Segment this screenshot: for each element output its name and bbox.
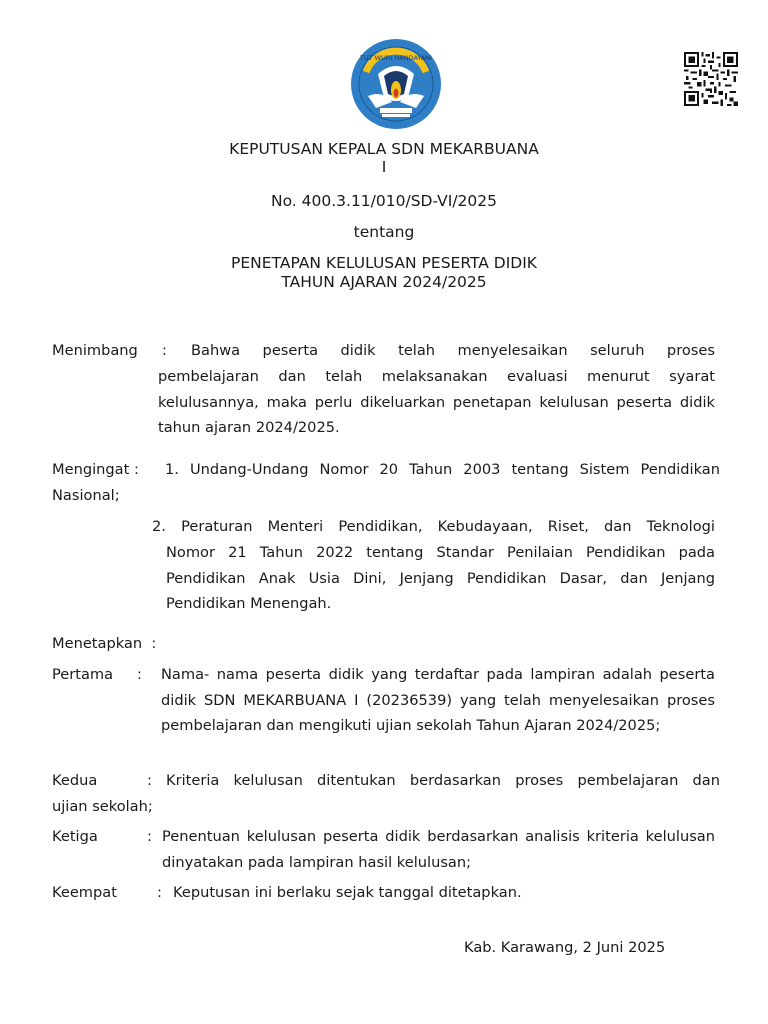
decree-number: No. 400.3.11/010/SD-VI/2025 (270, 192, 497, 210)
menimbang-colon: : (162, 342, 167, 359)
mengingat-item-2-text: Nomor 21 Tahun 2022 tentang Standar Penilaian Pendidikan pada Pendidikan Anak Usia Dini, Jenjang Pendidikan Dasar, dan Jenjang Pendidikan Menengah. (166, 544, 715, 612)
kedua-colon: : (147, 772, 152, 789)
subject-line-2: TAHUN AJARAN 2024/2025 (281, 273, 487, 291)
keempat-text: Keputusan ini berlaku sejak tanggal ditetapkan. (173, 884, 522, 901)
mengingat-item-1-cont: Nasional; (52, 487, 120, 504)
logo-motto: TUT WURI HANDAYANI (359, 54, 433, 62)
place-date: Kab. Karawang, 2 Juni 2025 (464, 939, 666, 956)
about-word: tentang (353, 223, 415, 241)
kedua-line-1: Kriteria kelulusan ditentukan berdasarkan proses pembelajaran dan (166, 772, 720, 789)
keempat-label: Keempat (52, 884, 117, 901)
menetapkan-label: Menetapkan : (52, 635, 157, 652)
kedua-line-2: ujian sekolah; (52, 798, 153, 815)
title-line-2: I (381, 158, 387, 176)
mengingat-item-2: 2. Peraturan Menteri Pendidikan, Kebudayaan, Riset, dan Teknologi (152, 518, 715, 535)
kedua-label: Kedua (52, 772, 98, 789)
mengingat-item-1: 1. Undang-Undang Nomor 20 Tahun 2003 tentang Sistem Pendidikan (165, 461, 720, 478)
document-title (0, 140, 768, 176)
ketiga-label: Ketiga (52, 828, 98, 845)
mengingat-label: Mengingat : (52, 461, 139, 478)
title-line-1: KEPUTUSAN KEPALA SDN MEKARBUANA (229, 140, 539, 158)
ketiga-colon: : (147, 828, 152, 845)
decree-subject (0, 254, 768, 292)
keempat-colon: : (157, 884, 162, 901)
menimbang-line-1: Bahwa peserta didik telah menyelesaikan seluruh proses (191, 342, 715, 359)
menimbang-label: Menimbang (52, 342, 138, 359)
pertama-label: Pertama (52, 666, 114, 683)
pertama-colon: : (137, 666, 142, 683)
ketiga-text: Penentuan kelulusan peserta didik berdasarkan analisis kriteria kelulusan dinyatakan pada lampiran hasil kelulusan; (162, 828, 715, 871)
qr-code-icon (683, 52, 739, 106)
subject-line-1: PENETAPAN KELULUSAN PESERTA DIDIK (231, 254, 537, 272)
pertama-text: Nama- nama peserta didik yang terdaftar pada lampiran adalah peserta didik SDN MEKARBUANA I (20236539) yang telah menyelesaikan proses pembelajaran dan mengikuti ujian sekolah Tahun Ajaran 2024/2025; (161, 666, 715, 734)
tut-wuri-handayani-logo (348, 38, 444, 130)
menimbang-text: pembelajaran dan telah melaksanakan evaluasi menurut syarat kelulusannya, maka perlu dikeluarkan penetapan kelulusan peserta didik tahun ajaran 2024/2025. (158, 368, 715, 436)
